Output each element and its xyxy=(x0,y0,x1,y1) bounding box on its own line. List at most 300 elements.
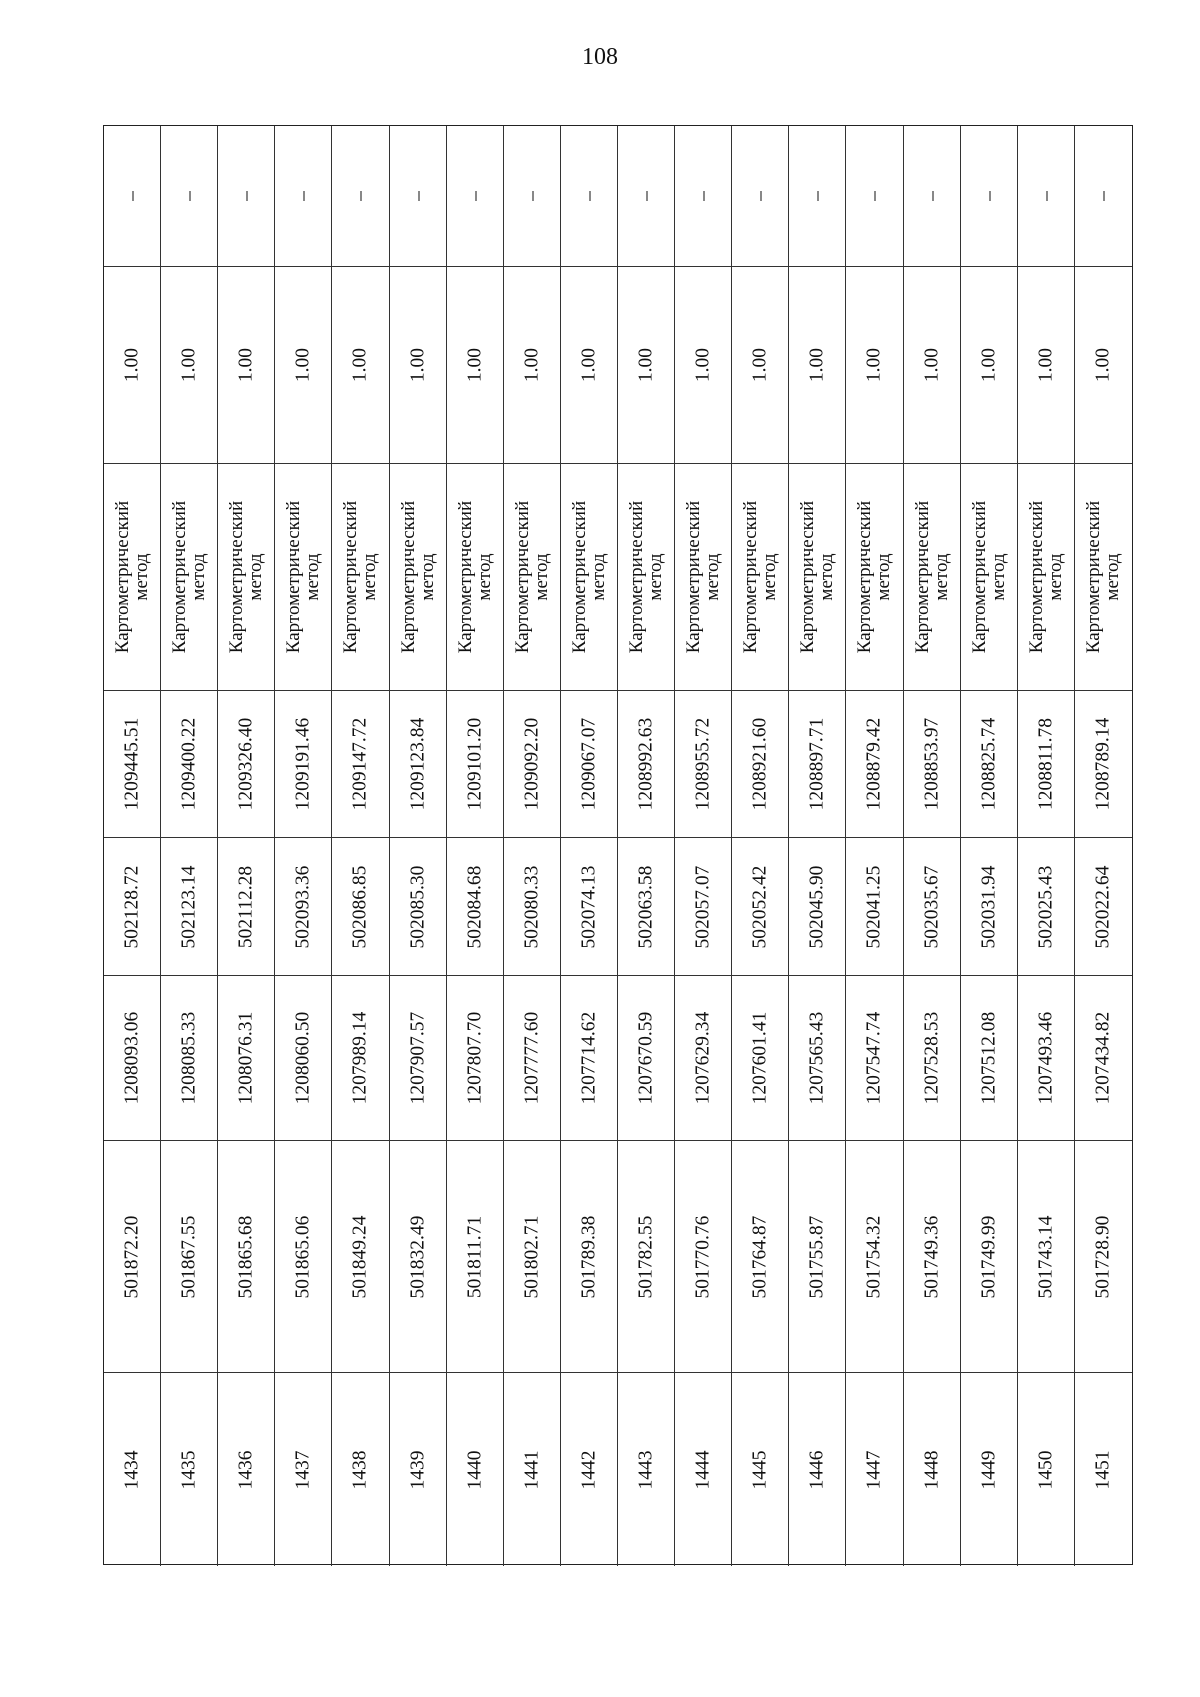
y2-text: 1208921.60 xyxy=(749,717,771,811)
y2-text: 1209326.40 xyxy=(235,717,257,811)
accuracy-text: 1.00 xyxy=(635,347,657,383)
x1-cell xyxy=(732,1141,789,1373)
x1-text: 501872.20 xyxy=(121,1215,143,1298)
note-text: – xyxy=(178,191,200,201)
y1-cell xyxy=(675,976,732,1141)
note-text: – xyxy=(806,191,828,201)
note-cell xyxy=(732,126,789,267)
point-id-cell xyxy=(447,1373,504,1566)
point-id-text: 1443 xyxy=(635,1450,657,1489)
y1-text: 1207601.41 xyxy=(749,1011,771,1105)
point-id-text: 1435 xyxy=(178,1450,200,1489)
accuracy-cell xyxy=(561,267,618,464)
method-line-2: метод xyxy=(245,553,267,601)
method-text xyxy=(399,501,437,653)
x1-cell xyxy=(218,1141,275,1373)
y2-cell xyxy=(675,691,732,838)
y1-text: 1207629.34 xyxy=(692,1011,714,1105)
accuracy-text: 1.00 xyxy=(978,347,1000,383)
x2-text: 502084.68 xyxy=(464,865,486,948)
method-line-2: метод xyxy=(416,553,438,601)
x1-cell xyxy=(332,1141,389,1373)
accuracy-cell xyxy=(161,267,218,464)
note-text: – xyxy=(578,191,600,201)
x1-text: 501755.87 xyxy=(806,1215,828,1298)
note-text: – xyxy=(349,191,371,201)
y1-text: 1207989.14 xyxy=(349,1011,371,1105)
x2-text: 502041.25 xyxy=(863,865,885,948)
x1-cell xyxy=(961,1141,1018,1373)
method-line-1: Картометрический xyxy=(626,500,648,654)
x2-text: 502031.94 xyxy=(978,865,1000,948)
method-text xyxy=(741,501,779,653)
x2-cell xyxy=(675,838,732,976)
method-line-1: Картометрический xyxy=(169,500,191,654)
point-id-text: 1439 xyxy=(407,1450,429,1489)
method-cell xyxy=(161,464,218,691)
x2-text: 502045.90 xyxy=(806,865,828,948)
x1-text: 501749.36 xyxy=(921,1215,943,1298)
accuracy-text: 1.00 xyxy=(407,347,429,383)
x1-text: 501849.24 xyxy=(349,1215,371,1298)
x1-text: 501802.71 xyxy=(521,1215,543,1298)
point-id-cell xyxy=(675,1373,732,1566)
method-line-1: Картометрический xyxy=(511,500,533,654)
y2-cell xyxy=(789,691,846,838)
accuracy-cell xyxy=(675,267,732,464)
method-cell xyxy=(504,464,561,691)
method-text xyxy=(341,501,379,653)
x2-cell xyxy=(618,838,675,976)
y2-text: 1208811.78 xyxy=(1035,718,1057,810)
method-line-1: Картометрический xyxy=(683,500,705,654)
point-id-cell xyxy=(846,1373,903,1566)
x1-text: 501764.87 xyxy=(749,1215,771,1298)
y1-cell xyxy=(161,976,218,1141)
accuracy-cell xyxy=(447,267,504,464)
x2-cell xyxy=(789,838,846,976)
x1-text: 501865.06 xyxy=(292,1215,314,1298)
method-text xyxy=(170,501,208,653)
y1-text: 1208076.31 xyxy=(235,1011,257,1105)
note-cell xyxy=(789,126,846,267)
y1-cell xyxy=(1018,976,1075,1141)
accuracy-cell xyxy=(218,267,275,464)
y2-cell xyxy=(332,691,389,838)
method-line-2: метод xyxy=(759,553,781,601)
point-id-text: 1436 xyxy=(235,1450,257,1489)
y2-cell xyxy=(961,691,1018,838)
note-text: – xyxy=(1092,191,1114,201)
y2-text: 1208879.42 xyxy=(863,717,885,811)
x1-cell xyxy=(789,1141,846,1373)
note-cell xyxy=(904,126,961,267)
method-cell xyxy=(732,464,789,691)
method-line-2: метод xyxy=(930,553,952,601)
accuracy-cell xyxy=(789,267,846,464)
point-id-text: 1438 xyxy=(349,1450,371,1489)
y2-text: 1208825.74 xyxy=(978,717,1000,811)
note-cell xyxy=(1018,126,1075,267)
y2-cell xyxy=(904,691,961,838)
x2-text: 502080.33 xyxy=(521,865,543,948)
method-text xyxy=(513,501,551,653)
note-cell xyxy=(332,126,389,267)
method-cell xyxy=(218,464,275,691)
point-id-text: 1447 xyxy=(863,1450,885,1489)
method-cell xyxy=(675,464,732,691)
y1-text: 1207528.53 xyxy=(921,1011,943,1105)
y1-cell xyxy=(332,976,389,1141)
y1-cell xyxy=(390,976,447,1141)
method-text xyxy=(970,501,1008,653)
method-text xyxy=(855,501,893,653)
note-text: – xyxy=(1035,191,1057,201)
point-id-text: 1445 xyxy=(749,1450,771,1489)
method-line-1: Картометрический xyxy=(340,500,362,654)
y1-text: 1208085.33 xyxy=(178,1011,200,1105)
method-line-2: метод xyxy=(188,553,210,601)
x2-cell xyxy=(961,838,1018,976)
accuracy-text: 1.00 xyxy=(521,347,543,383)
x2-cell xyxy=(161,838,218,976)
y1-text: 1208093.06 xyxy=(121,1011,143,1105)
y1-text: 1207907.57 xyxy=(407,1011,429,1105)
accuracy-cell xyxy=(1075,267,1132,464)
x1-cell xyxy=(447,1141,504,1373)
y1-cell xyxy=(789,976,846,1141)
x1-text: 501754.32 xyxy=(863,1215,885,1298)
y1-cell xyxy=(447,976,504,1141)
x1-text: 501770.76 xyxy=(692,1215,714,1298)
x2-cell xyxy=(275,838,332,976)
x1-text: 501811.71 xyxy=(464,1215,486,1298)
x2-cell xyxy=(218,838,275,976)
y2-text: 1209191.46 xyxy=(292,717,314,811)
method-cell xyxy=(961,464,1018,691)
point-id-cell xyxy=(618,1373,675,1566)
y2-text: 1209092.20 xyxy=(521,717,543,811)
x2-text: 502128.72 xyxy=(121,865,143,948)
x1-cell xyxy=(1075,1141,1132,1373)
x2-cell xyxy=(1075,838,1132,976)
x1-text: 501743.14 xyxy=(1035,1215,1057,1298)
method-line-1: Картометрический xyxy=(740,500,762,654)
point-id-cell xyxy=(332,1373,389,1566)
point-id-text: 1437 xyxy=(292,1450,314,1489)
method-text xyxy=(284,501,322,653)
point-id-text: 1449 xyxy=(978,1450,1000,1489)
y2-cell xyxy=(447,691,504,838)
method-cell xyxy=(104,464,161,691)
accuracy-cell xyxy=(846,267,903,464)
x2-cell xyxy=(732,838,789,976)
point-id-cell xyxy=(218,1373,275,1566)
y1-cell xyxy=(561,976,618,1141)
y1-text: 1207547.74 xyxy=(863,1011,885,1105)
x2-cell xyxy=(332,838,389,976)
method-text xyxy=(1084,501,1122,653)
accuracy-text: 1.00 xyxy=(921,347,943,383)
method-text xyxy=(684,501,722,653)
method-line-2: метод xyxy=(1044,553,1066,601)
method-line-2: метод xyxy=(1102,553,1124,601)
point-id-cell xyxy=(561,1373,618,1566)
coordinates-table xyxy=(103,125,1133,1565)
method-line-1: Картометрический xyxy=(854,500,876,654)
y1-cell xyxy=(961,976,1018,1141)
method-line-1: Картометрический xyxy=(1083,500,1105,654)
y2-cell xyxy=(275,691,332,838)
accuracy-text: 1.00 xyxy=(578,347,600,383)
note-cell xyxy=(275,126,332,267)
method-cell xyxy=(846,464,903,691)
accuracy-cell xyxy=(104,267,161,464)
note-text: – xyxy=(921,191,943,201)
method-text xyxy=(627,501,665,653)
note-cell xyxy=(1075,126,1132,267)
note-cell xyxy=(846,126,903,267)
point-id-cell xyxy=(961,1373,1018,1566)
method-line-2: метод xyxy=(816,553,838,601)
x2-text: 502086.85 xyxy=(349,865,371,948)
method-text xyxy=(798,501,836,653)
accuracy-text: 1.00 xyxy=(749,347,771,383)
x2-cell xyxy=(846,838,903,976)
point-id-text: 1441 xyxy=(521,1450,543,1489)
x1-text: 501867.55 xyxy=(178,1215,200,1298)
note-cell xyxy=(618,126,675,267)
point-id-cell xyxy=(904,1373,961,1566)
method-line-1: Картометрический xyxy=(283,500,305,654)
x1-cell xyxy=(161,1141,218,1373)
x2-text: 502074.13 xyxy=(578,865,600,948)
point-id-text: 1440 xyxy=(464,1450,486,1489)
accuracy-text: 1.00 xyxy=(863,347,885,383)
x1-cell xyxy=(846,1141,903,1373)
x1-text: 501782.55 xyxy=(635,1215,657,1298)
point-id-cell xyxy=(732,1373,789,1566)
method-cell xyxy=(789,464,846,691)
y2-text: 1208897.71 xyxy=(806,717,828,811)
note-cell xyxy=(961,126,1018,267)
note-cell xyxy=(390,126,447,267)
note-text: – xyxy=(292,191,314,201)
method-line-2: метод xyxy=(702,553,724,601)
note-text: – xyxy=(749,191,771,201)
x2-cell xyxy=(504,838,561,976)
y2-cell xyxy=(1075,691,1132,838)
x2-cell xyxy=(904,838,961,976)
x2-cell xyxy=(1018,838,1075,976)
note-cell xyxy=(218,126,275,267)
method-line-2: метод xyxy=(645,553,667,601)
accuracy-text: 1.00 xyxy=(1092,347,1114,383)
y1-text: 1207777.60 xyxy=(521,1011,543,1105)
note-text: – xyxy=(464,191,486,201)
method-cell xyxy=(561,464,618,691)
x2-text: 502123.14 xyxy=(178,865,200,948)
note-cell xyxy=(104,126,161,267)
point-id-cell xyxy=(390,1373,447,1566)
accuracy-text: 1.00 xyxy=(121,347,143,383)
x1-cell xyxy=(561,1141,618,1373)
x1-cell xyxy=(904,1141,961,1373)
y2-text: 1209400.22 xyxy=(178,717,200,811)
accuracy-cell xyxy=(1018,267,1075,464)
y1-cell xyxy=(504,976,561,1141)
x2-cell xyxy=(390,838,447,976)
y1-text: 1207670.59 xyxy=(635,1011,657,1105)
note-cell xyxy=(561,126,618,267)
page-number: 108 xyxy=(582,44,618,70)
point-id-text: 1442 xyxy=(578,1450,600,1489)
note-text: – xyxy=(121,191,143,201)
method-line-2: метод xyxy=(873,553,895,601)
table-grid xyxy=(103,125,1133,1565)
method-line-1: Картометрический xyxy=(226,500,248,654)
point-id-text: 1448 xyxy=(921,1450,943,1489)
y1-text: 1207565.43 xyxy=(806,1011,828,1105)
method-cell xyxy=(1018,464,1075,691)
y2-cell xyxy=(504,691,561,838)
y2-text: 1208789.14 xyxy=(1092,717,1114,811)
accuracy-text: 1.00 xyxy=(692,347,714,383)
point-id-cell xyxy=(104,1373,161,1566)
accuracy-text: 1.00 xyxy=(178,347,200,383)
y2-text: 1208992.63 xyxy=(635,717,657,811)
y2-cell xyxy=(732,691,789,838)
y1-text: 1207714.62 xyxy=(578,1011,600,1105)
accuracy-cell xyxy=(732,267,789,464)
note-text: – xyxy=(863,191,885,201)
method-line-1: Картометрический xyxy=(968,500,990,654)
y2-text: 1209445.51 xyxy=(121,717,143,811)
method-cell xyxy=(332,464,389,691)
x2-text: 502052.42 xyxy=(749,865,771,948)
point-id-text: 1451 xyxy=(1092,1450,1114,1489)
accuracy-text: 1.00 xyxy=(806,347,828,383)
note-cell xyxy=(447,126,504,267)
method-line-2: метод xyxy=(530,553,552,601)
method-cell xyxy=(447,464,504,691)
note-text: – xyxy=(521,191,543,201)
point-id-text: 1450 xyxy=(1035,1450,1057,1489)
x1-cell xyxy=(1018,1141,1075,1373)
method-cell xyxy=(904,464,961,691)
accuracy-cell xyxy=(390,267,447,464)
y2-cell xyxy=(561,691,618,838)
x2-cell xyxy=(447,838,504,976)
x1-text: 501749.99 xyxy=(978,1215,1000,1298)
point-id-cell xyxy=(1075,1373,1132,1566)
accuracy-cell xyxy=(618,267,675,464)
method-cell xyxy=(390,464,447,691)
method-line-2: метод xyxy=(131,553,153,601)
method-cell xyxy=(1075,464,1132,691)
x1-text: 501789.38 xyxy=(578,1215,600,1298)
note-text: – xyxy=(235,191,257,201)
note-cell xyxy=(504,126,561,267)
method-line-2: метод xyxy=(473,553,495,601)
method-line-2: метод xyxy=(987,553,1009,601)
accuracy-cell xyxy=(332,267,389,464)
method-text xyxy=(227,501,265,653)
accuracy-text: 1.00 xyxy=(292,347,314,383)
point-id-cell xyxy=(1018,1373,1075,1566)
x1-text: 501728.90 xyxy=(1092,1215,1114,1298)
accuracy-text: 1.00 xyxy=(349,347,371,383)
method-text xyxy=(570,501,608,653)
note-text: – xyxy=(635,191,657,201)
method-line-1: Картометрический xyxy=(397,500,419,654)
accuracy-text: 1.00 xyxy=(464,347,486,383)
x1-text: 501865.68 xyxy=(235,1215,257,1298)
x2-cell xyxy=(104,838,161,976)
method-line-1: Картометрический xyxy=(454,500,476,654)
y1-text: 1207493.46 xyxy=(1035,1011,1057,1105)
y2-text: 1208955.72 xyxy=(692,717,714,811)
point-id-text: 1444 xyxy=(692,1450,714,1489)
x2-text: 502063.58 xyxy=(635,865,657,948)
note-cell xyxy=(675,126,732,267)
x2-text: 502057.07 xyxy=(692,865,714,948)
y1-cell xyxy=(732,976,789,1141)
note-cell xyxy=(161,126,218,267)
y1-text: 1208060.50 xyxy=(292,1011,314,1105)
x1-text: 501832.49 xyxy=(407,1215,429,1298)
x1-cell xyxy=(390,1141,447,1373)
accuracy-text: 1.00 xyxy=(1035,347,1057,383)
y1-cell xyxy=(618,976,675,1141)
note-text: – xyxy=(407,191,429,201)
x2-text: 502022.64 xyxy=(1092,865,1114,948)
method-line-2: метод xyxy=(302,553,324,601)
method-cell xyxy=(275,464,332,691)
x2-text: 502112.28 xyxy=(235,865,257,948)
method-line-1: Картометрический xyxy=(1025,500,1047,654)
accuracy-text: 1.00 xyxy=(235,347,257,383)
x2-text: 502035.67 xyxy=(921,865,943,948)
x1-cell xyxy=(618,1141,675,1373)
y1-cell xyxy=(846,976,903,1141)
x1-cell xyxy=(504,1141,561,1373)
y1-cell xyxy=(218,976,275,1141)
accuracy-cell xyxy=(275,267,332,464)
y2-cell xyxy=(218,691,275,838)
y2-text: 1209147.72 xyxy=(349,717,371,811)
note-text: – xyxy=(978,191,1000,201)
y1-text: 1207512.08 xyxy=(978,1011,1000,1105)
x1-cell xyxy=(275,1141,332,1373)
x2-text: 502093.36 xyxy=(292,865,314,948)
y1-cell xyxy=(104,976,161,1141)
method-line-1: Картометрический xyxy=(112,500,134,654)
point-id-cell xyxy=(161,1373,218,1566)
y2-cell xyxy=(618,691,675,838)
x2-text: 502025.43 xyxy=(1035,865,1057,948)
x1-cell xyxy=(104,1141,161,1373)
x2-cell xyxy=(561,838,618,976)
accuracy-cell xyxy=(961,267,1018,464)
y2-cell xyxy=(846,691,903,838)
method-line-2: метод xyxy=(359,553,381,601)
method-cell xyxy=(618,464,675,691)
accuracy-cell xyxy=(904,267,961,464)
x1-cell xyxy=(675,1141,732,1373)
y2-text: 1209123.84 xyxy=(407,717,429,811)
y1-cell xyxy=(904,976,961,1141)
